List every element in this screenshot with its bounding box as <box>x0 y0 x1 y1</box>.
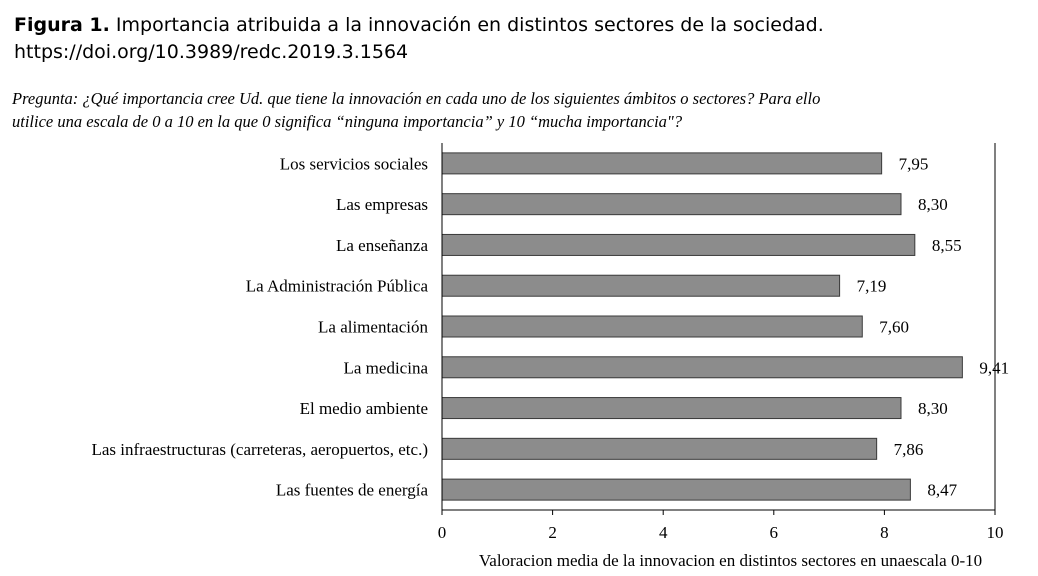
category-label: Las empresas <box>335 195 428 215</box>
bar <box>442 357 962 378</box>
bar <box>442 275 840 296</box>
value-label: 8,30 <box>917 195 948 215</box>
value-label: 8,30 <box>917 399 948 419</box>
category-label: Las infraestructuras (carreteras, aeropuertos, etc.) <box>91 439 428 459</box>
bar <box>442 194 901 215</box>
bar <box>442 153 882 174</box>
value-label: 7,86 <box>893 439 924 459</box>
value-label: 7,19 <box>856 276 887 296</box>
category-label: La alimentación <box>318 317 428 337</box>
x-axis-title: Valoracion media de la innovacion en distintos sectores en unaescala 0-10 <box>478 551 983 570</box>
x-tick-label: 6 <box>769 523 779 542</box>
survey-question-line-1: Pregunta: ¿Qué importancia cree Ud. que tiene la innovación en cada uno de los siguientes ámbitos o sectores? Para ello <box>12 89 821 108</box>
bar <box>442 438 877 459</box>
value-label: 9,41 <box>979 358 1010 378</box>
figure-doi: https://doi.org/10.3989/redc.2019.3.1564 <box>14 41 409 63</box>
bar <box>442 234 915 255</box>
x-tick-label: 8 <box>880 523 889 542</box>
x-tick-label: 0 <box>437 523 447 542</box>
value-label: 8,47 <box>927 480 958 500</box>
survey-question-line-2: utilice una escala de 0 a 10 en la que 0 significa “ninguna importancia” y 10 “mucha importancia"? <box>12 112 683 131</box>
value-label: 8,55 <box>931 235 962 255</box>
category-label: El medio ambiente <box>299 399 428 419</box>
x-tick-label: 4 <box>658 523 668 542</box>
category-label: La medicina <box>343 358 428 378</box>
x-tick-label: 2 <box>548 523 557 542</box>
value-label: 7,60 <box>879 317 910 337</box>
bar <box>442 316 862 337</box>
bar <box>442 479 910 500</box>
category-label: La Administración Pública <box>245 276 428 296</box>
x-tick-label: 10 <box>986 523 1004 542</box>
figure-caption-text: Importancia atribuida a la innovación en distintos sectores de la sociedad. <box>115 14 824 36</box>
bar <box>442 398 901 419</box>
category-label: La enseñanza <box>335 235 428 255</box>
value-label: 7,95 <box>898 154 929 174</box>
figure-label: Figura 1. <box>14 14 110 36</box>
category-label: Las fuentes de energía <box>275 480 428 500</box>
category-label: Los servicios sociales <box>279 154 428 174</box>
